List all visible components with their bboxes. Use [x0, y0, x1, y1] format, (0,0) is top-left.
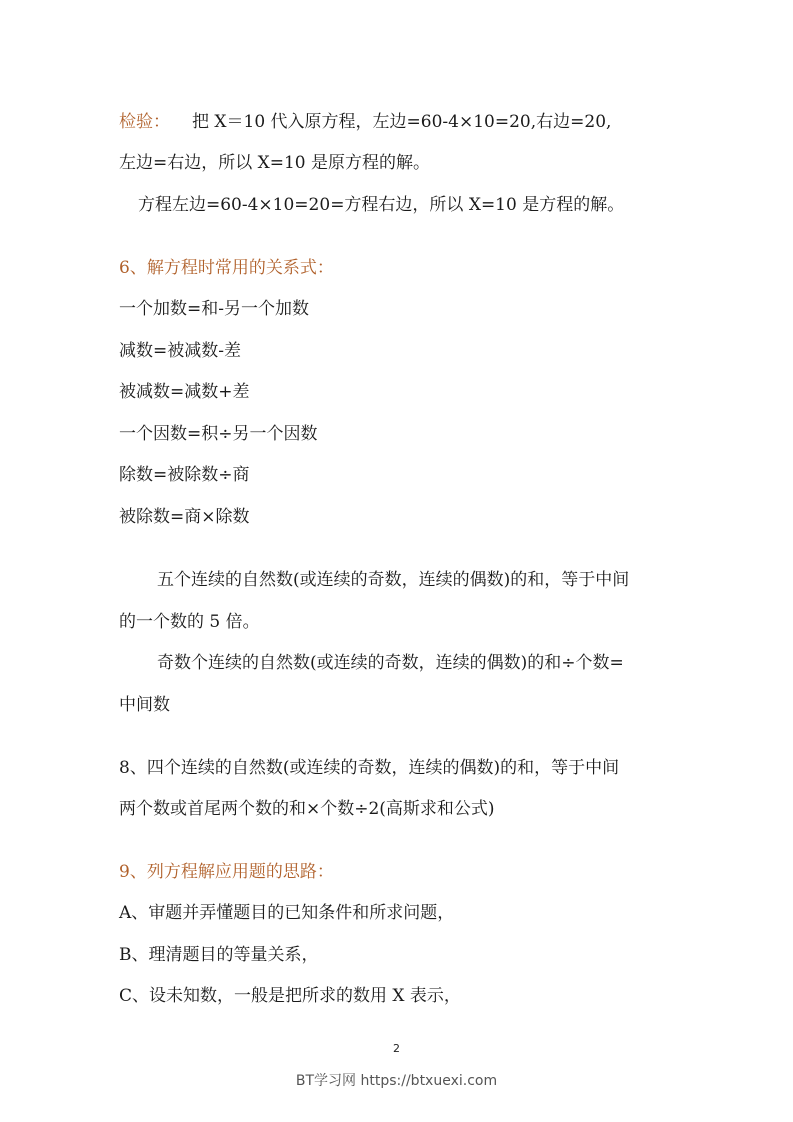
section-8-line-1: 8、四个连续的自然数(或连续的奇数，连续的偶数)的和，等于中间 — [119, 758, 620, 778]
step-item: B、理清题目的等量关系， — [119, 945, 319, 965]
relation-item: 除数=被除数÷商 — [119, 465, 250, 485]
relation-item: 一个因数=积÷另一个因数 — [119, 424, 318, 444]
step-item: C、设未知数，一般是把所求的数用 X 表示， — [119, 986, 461, 1006]
relation-item: 一个加数=和-另一个加数 — [119, 299, 309, 319]
check-label: 检验： — [119, 112, 170, 132]
para-7-line-1: 五个连续的自然数(或连续的奇数，连续的偶数)的和，等于中间 — [157, 570, 630, 590]
relation-item: 减数=被减数-差 — [119, 341, 241, 361]
para-7-line-3: 奇数个连续的自然数(或连续的奇数，连续的偶数)的和÷个数= — [157, 653, 624, 673]
check-line-3: 方程左边=60-4×10=20=方程右边，所以 X=10 是方程的解。 — [138, 195, 625, 215]
step-item: A、审题并弄懂题目的已知条件和所求问题， — [119, 903, 455, 923]
para-7-line-4: 中间数 — [119, 695, 170, 715]
relation-item: 被减数=减数+差 — [119, 382, 250, 402]
page-number: 2 — [393, 1042, 400, 1055]
para-7-line-2: 的一个数的 5 倍。 — [119, 612, 260, 632]
check-line-2: 左边=右边，所以 X=10 是原方程的解。 — [119, 153, 431, 173]
check-text-1: 把 X＝10 代入原方程，左边=60-4×10=20,右边=20, — [192, 112, 612, 132]
check-line-1 — [119, 111, 611, 133]
site-footer: BT学习网 https://btxuexi.com — [295, 1073, 498, 1089]
section-8-line-2: 两个数或首尾两个数的和×个数÷2(高斯求和公式) — [119, 799, 495, 819]
relation-item: 被除数=商×除数 — [119, 507, 250, 527]
section-6-heading: 6、解方程时常用的关系式： — [119, 258, 334, 278]
section-9-heading: 9、列方程解应用题的思路： — [119, 862, 334, 882]
